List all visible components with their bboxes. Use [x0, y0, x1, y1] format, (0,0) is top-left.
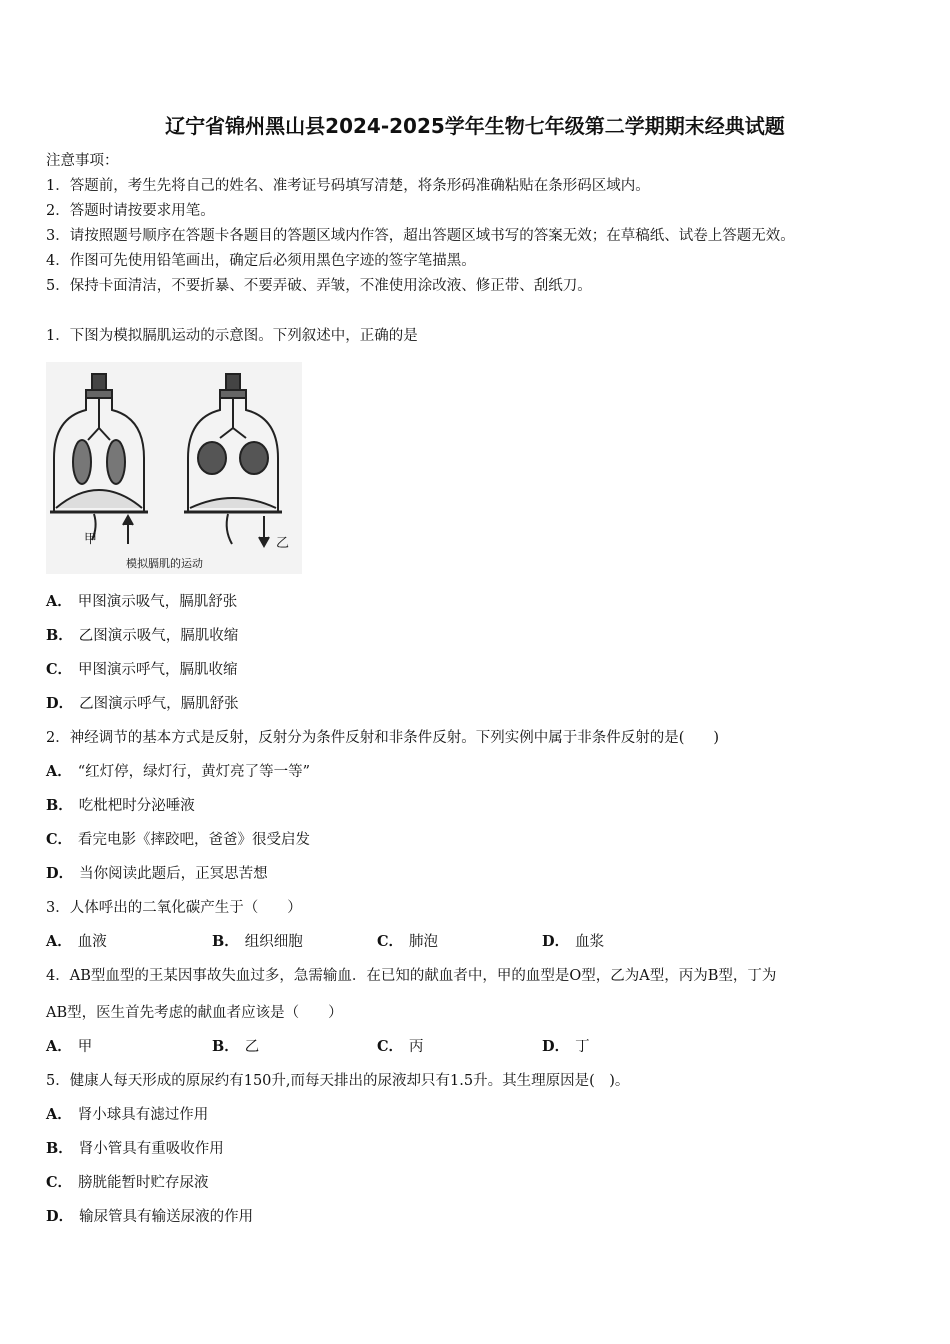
question-1-option-c: C． 甲图演示呼气，膈肌收缩 [46, 661, 238, 678]
question-5-stem: 5．健康人每天形成的原尿约有150升,而每天排出的尿液却只有1.5升。其生理原因是( )。 [46, 1073, 630, 1089]
diaphragm-model-figure [46, 362, 302, 574]
figure-caption: 模拟膈肌的运动 [126, 557, 203, 570]
notice-item-2: 2．答题时请按要求用笔。 [46, 203, 215, 219]
question-5-option-d: D． 输尿管具有输送尿液的作用 [46, 1208, 254, 1225]
question-4-stem-cont: AB型，医生首先考虑的献血者应该是（ ） [46, 1005, 343, 1021]
figure-label-left: 甲 [84, 532, 98, 547]
question-3-option-a: A． 血液 [46, 933, 107, 950]
question-4-option-b: B． 乙 [212, 1038, 260, 1055]
figure-label-right: 乙 [276, 536, 290, 551]
question-5-option-b: B． 肾小管具有重吸收作用 [46, 1140, 224, 1157]
question-3-option-b: B． 组织细胞 [212, 933, 303, 950]
question-2-option-c: C． 看完电影《摔跤吧，爸爸》很受启发 [46, 831, 311, 848]
question-2-stem: 2．神经调节的基本方式是反射，反射分为条件反射和非条件反射。下列实例中属于非条件反射的是( ) [46, 730, 720, 746]
notice-heading: 注意事项： [46, 153, 119, 169]
question-4-stem: 4．AB型血型的王某因事故失血过多，急需输血．在已知的献血者中，甲的血型是O型，乙为A型，丙为B型，丁为 [46, 968, 777, 984]
question-1-stem: 1．下图为模拟膈肌运动的示意图。下列叙述中，正确的是 [46, 328, 418, 344]
question-2-option-d: D． 当你阅读此题后，正冥思苦想 [46, 865, 268, 882]
question-4-option-c: C． 丙 [377, 1038, 424, 1055]
notice-item-3: 3．请按照题号顺序在答题卡各题目的答题区域内作答，超出答题区域书写的答案无效；在草稿纸、试卷上答题无效。 [46, 228, 795, 244]
question-3-option-c: C． 肺泡 [377, 933, 439, 950]
question-4-option-d: D． 丁 [542, 1038, 590, 1055]
question-1-option-d: D． 乙图演示呼气，膈肌舒张 [46, 695, 239, 712]
notice-item-1: 1．答题前，考生先将自己的姓名、准考证号码填写清楚，将条形码准确粘贴在条形码区域内。 [46, 178, 650, 194]
question-1-option-a: A． 甲图演示吸气，膈肌舒张 [46, 593, 238, 610]
notice-item-4: 4．作图可先使用铅笔画出，确定后必须用黑色字迹的签字笔描黑。 [46, 253, 476, 269]
question-2-option-b: B． 吃枇杷时分泌唾液 [46, 797, 195, 814]
notice-item-5: 5．保持卡面清洁，不要折暴、不要弄破、弄皱，不准使用涂改液、修正带、刮纸刀。 [46, 278, 592, 294]
question-5-option-c: C． 膀胱能暂时贮存尿液 [46, 1174, 209, 1191]
page-title: 辽宁省锦州黑山县2024-2025学年生物七年级第二学期期末经典试题 [165, 114, 785, 138]
question-1-option-b: B． 乙图演示吸气，膈肌收缩 [46, 627, 239, 644]
question-2-option-a: A． “红灯停，绿灯行，黄灯亮了等一等” [46, 763, 311, 780]
question-4-option-a: A． 甲 [46, 1038, 93, 1055]
question-3-stem: 3．人体呼出的二氧化碳产生于（ ） [46, 900, 302, 916]
question-5-option-a: A． 肾小球具有滤过作用 [46, 1106, 209, 1123]
question-3-option-d: D． 血浆 [542, 933, 605, 950]
